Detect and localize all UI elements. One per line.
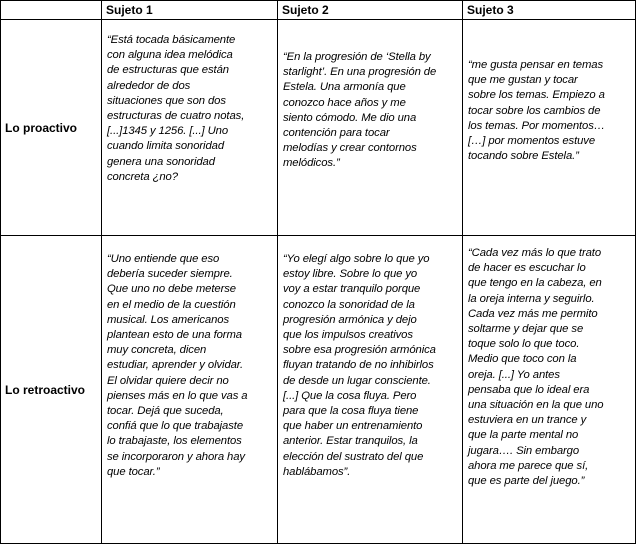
quote-line: “Yo elegí algo sobre lo que yo [283, 253, 430, 265]
header-sujeto-3: Sujeto 3 [463, 1, 636, 20]
quote-line: oreja. [...] Yo antes [468, 368, 560, 381]
quote-line: anterior. Estar tranquilos, la [283, 435, 418, 448]
quote-line: situaciones que son dos [107, 94, 226, 107]
quote-line: toque solo lo que toco. [468, 338, 580, 351]
quote-line: confiá que lo que trabajaste [107, 420, 244, 433]
quote-line: concreta ¿no? [107, 170, 178, 183]
header-sujeto-2: Sujeto 2 [278, 1, 463, 20]
row-label-retroactivo: Lo retroactivo [1, 236, 102, 544]
quote-cell [278, 20, 463, 236]
table-row-proactivo [1, 20, 636, 236]
quote-line: de desde un lugar consciente. [283, 374, 431, 387]
quote-line: [...] Que la cosa fluya. Pero [283, 389, 417, 402]
quote-line: soltarme y dejar que se [468, 323, 584, 336]
quote-line: “Cada vez más lo que trato [468, 247, 602, 259]
quote-line: ahora me parece que sí, [468, 459, 589, 472]
quote-line: Cada vez más me permito [468, 307, 598, 320]
quote-line: elección del sustrato del que [283, 450, 424, 463]
quote-line: fluyan tratando de no inhibirlos [283, 359, 434, 372]
quote-line: estoy libre. Sobre lo que yo [283, 268, 418, 281]
header-empty-cell [1, 1, 102, 20]
quote-line: se incorporaron y ahora hay [107, 450, 245, 463]
quote-line: pensaba que lo ideal era [468, 383, 590, 396]
quote-line: la oreja interna y seguirlo. [468, 292, 595, 305]
quote-line: que los impulsos creativos [283, 329, 413, 342]
quote-line: estuviera en un trance y [468, 414, 587, 427]
quote-line: de hacer es escuchar lo [468, 262, 586, 275]
quote-line: “Está tocada básicamente [107, 34, 236, 46]
quote-line: melódicos.” [283, 157, 340, 170]
quote-line: estudiar, aprender y olvidar. [107, 359, 244, 372]
quote-line: jugara…. Sin embargo [468, 444, 580, 457]
quote-line: Estela. Una armonía que [283, 81, 406, 94]
quote-line: melodías y crear contornos [283, 142, 417, 155]
quote-line: [...]1345 y 1256. [...] Uno [107, 125, 229, 138]
quote-line: Que uno no debe meterse [107, 283, 236, 296]
quote-cell [278, 236, 463, 544]
quote-line: […] por momentos estuve [468, 135, 596, 148]
quote-line: conozco la sonoridad de la [283, 298, 415, 311]
quote-line: que haber un entrenamiento [283, 420, 423, 433]
quote-line: una situación en la que uno [468, 399, 604, 412]
quote-line: voy a estar tranquilo porque [283, 283, 421, 296]
quote-line: conozco hace años y me [283, 96, 406, 109]
quote-line: progresión armónica y dejo [283, 313, 417, 326]
quote-line: que tengo en la cabeza, en [468, 277, 602, 290]
quote-line: sobre los temas. Empiezo a [468, 89, 605, 102]
quote-line: pienses más en lo que vas a [107, 389, 248, 402]
quote-cell [102, 20, 278, 236]
quote-line: debería suceder siempre. [107, 268, 233, 281]
quote-cell [102, 236, 278, 544]
quote-line: siento cómodo. Me dio una [283, 111, 417, 124]
quote-line: contención para tocar [283, 127, 390, 140]
quote-line: tocar. Dejá que suceda, [107, 405, 224, 418]
quote-line: con alguna idea melódica [107, 49, 233, 62]
quote-line: Medio que toco con la [468, 353, 577, 366]
quote-line: El olvidar quiere decir no [107, 374, 229, 387]
row-label-proactivo: Lo proactivo [1, 20, 102, 236]
quote-line: “Uno entiende que eso [107, 253, 220, 265]
header-row [1, 1, 636, 20]
quote-line: genera una sonoridad [107, 155, 215, 168]
quote-line: los temas. Por momentos… [468, 119, 605, 132]
quote-line: “En la progresión de ‘Stella by [283, 51, 431, 63]
quote-line: para que la cosa fluya tiene [283, 405, 419, 418]
quote-line: que la parte mental no [468, 429, 579, 442]
quote-line: estructuras de cuatro notas, [107, 110, 245, 123]
quote-line: en el medio de la cuestión [107, 298, 236, 311]
table-row-retroactivo [1, 236, 636, 544]
quote-line: lo trabajaste, los elementos [107, 435, 242, 448]
quote-line: que tocar.” [107, 465, 160, 478]
quote-line: hablábamos”. [283, 465, 351, 478]
quote-line: alrededor de dos [107, 79, 191, 92]
quote-line: tocar sobre los cambios de [468, 104, 601, 117]
quote-line: musical. Los americanos [107, 313, 230, 326]
quote-line: starlight’. En una progresión de [283, 66, 437, 79]
quote-line: tocando sobre Estela.” [468, 150, 579, 163]
quote-cell [463, 20, 636, 236]
quote-line: cuando limita sonoridad [107, 140, 225, 153]
quote-line: que me gustan y tocar [468, 74, 578, 87]
quote-line: sobre esa progresión armónica [283, 344, 436, 357]
quote-line: “me gusta pensar en temas [468, 59, 604, 71]
quote-cell [463, 236, 636, 544]
quote-line: plantean esto de una forma [107, 329, 242, 342]
quote-line: que es parte del juego.” [468, 475, 585, 488]
quote-line: muy concreta, dicen [107, 344, 207, 357]
header-sujeto-1: Sujeto 1 [102, 1, 278, 20]
quote-line: de estructuras que están [107, 64, 229, 77]
